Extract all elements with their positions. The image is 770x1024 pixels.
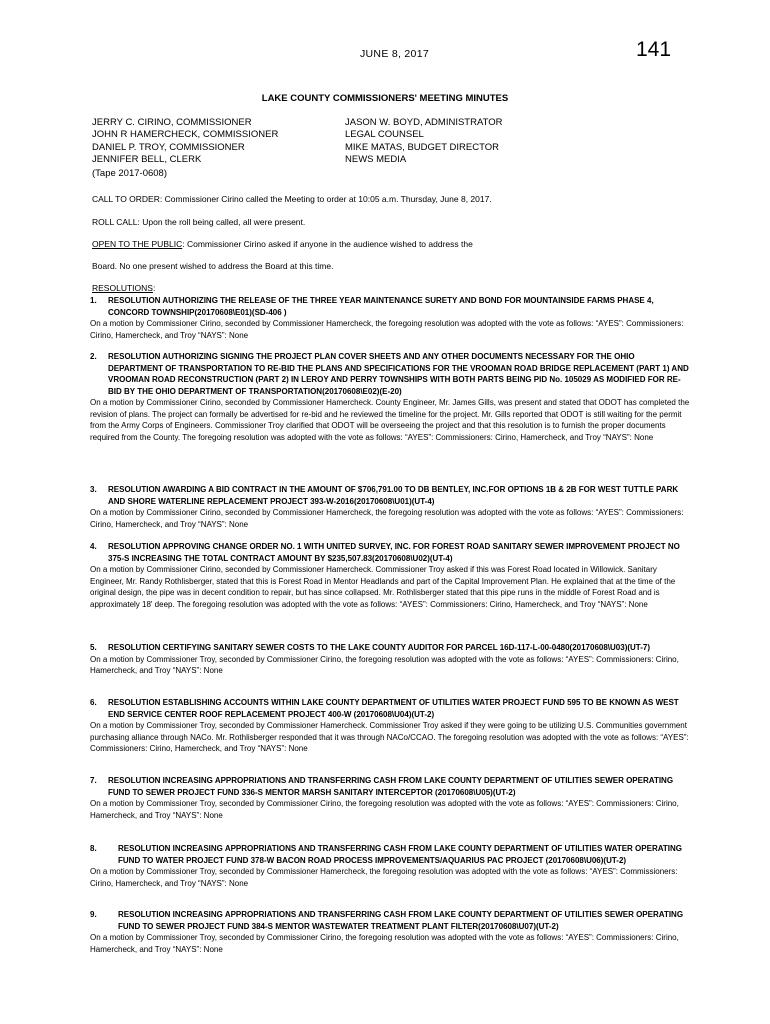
resolution-number: 5. — [90, 643, 97, 652]
resolution-item — [90, 484, 690, 530]
document-title: LAKE COUNTY COMMISSIONERS' MEETING MINUTES — [261, 93, 509, 104]
resolution-number: 7. — [90, 776, 97, 785]
attendee: DANIEL P. TROY, COMMISSIONER — [92, 141, 245, 153]
resolution-item — [90, 351, 690, 443]
call-to-order: CALL TO ORDER: Commissioner Cirino called the Meeting to order at 10:05 a.m. Thursday, June 8, 2017. — [92, 194, 492, 204]
resolution-heading: RESOLUTION INCREASING APPROPRIATIONS AND TRANSFERRING CASH FROM LAKE COUNTY DEPARTMENT OF UTILITIES SEWER OPERATING FUND TO SEWER PROJECT FUND 336-S MENTOR MARSH SANITARY INTERCEPTOR (20170608\U05)(UT-2) — [108, 776, 674, 797]
resolution-body: On a motion by Commissioner Troy, seconded by Commissioner Cirino, the foregoing resolution was adopted with the vote as follows: “AYES”: Commissioners: Cirino, Hamercheck, and Troy “NAYS”: None — [90, 933, 679, 954]
open-to-public-continued: Board. No one present wished to address the Board at this time. — [92, 261, 334, 271]
open-to-public-text: : Commissioner Cirino asked if anyone in the audience wished to address the — [182, 239, 473, 249]
resolution-heading: RESOLUTION AUTHORIZING THE RELEASE OF THE THREE YEAR MAINTENANCE SURETY AND BOND FOR MOUNTAINSIDE FARMS PHASE 4, CONCORD TOWNSHIP(20170608\E01)(SD-406 ) — [108, 296, 654, 317]
resolution-item — [90, 909, 690, 955]
attendee: MIKE MATAS, BUDGET DIRECTOR — [345, 141, 499, 153]
open-to-public — [92, 239, 692, 250]
resolution-body: On a motion by Commissioner Troy, seconded by Commissioner Cirino, the foregoing resolution was adopted with the vote as follows: “AYES”: Commissioners: Cirino, Hamercheck, and Troy “NAYS”: None — [90, 799, 679, 820]
resolution-number: 9. — [90, 910, 97, 919]
resolution-body: On a motion by Commissioner Troy, seconded by Commissioner Hamercheck. Commissioner Troy asked if they were going to be utilizing U.S. Communities government purchasing alliance through NACo. Mr. Rothlisberger responded that it was through NACo/CCAO. The foregoing resolution was adopted with the vote as follows: “AYES”: Commissioners: Cirino, Hamercheck, and Troy “NAYS”: None — [90, 721, 689, 753]
resolution-body: On a motion by Commissioner Troy, seconded by Commissioner Cirino, the foregoing resolution was adopted with the vote as follows: “AYES”: Commissioners: Cirino, Hamercheck, and Troy “NAYS”: None — [90, 654, 679, 675]
resolution-item — [90, 642, 690, 677]
attendees-right — [345, 117, 502, 166]
attendee: JENNIFER BELL, CLERK — [92, 153, 202, 165]
attendee: JOHN R HAMERCHECK, COMMISSIONER — [92, 129, 279, 141]
resolutions-heading: RESOLUTIONS: — [92, 283, 156, 293]
resolution-heading: RESOLUTION APPROVING CHANGE ORDER NO. 1 WITH UNITED SURVEY, INC. FOR FOREST ROAD SANITARY SEWER IMPROVEMENT PROJECT NO 375-S INCREASING THE TOTAL CONTRACT AMOUNT BY $235,507.83(20170608\U02)(UT-4) — [108, 542, 680, 563]
attendees-left — [92, 117, 278, 166]
resolution-item — [90, 295, 690, 341]
resolution-body: On a motion by Commissioner Troy, seconded by Commissioner Hamercheck, the foregoing resolution was adopted with the vote as follows: “AYES”: Commissioners: Cirino, Hamercheck, and Troy “NAYS”: None — [90, 867, 678, 888]
resolution-body: On a motion by Commissioner Cirino, seconded by Commissioner Hamercheck. Commissioner Troy asked if this was Forest Road located in Willowick. Sanitary Engineer, Mr. Randy Rothlisberger, stated that this is Forest Road in Mentor Headlands and part of the Capital Improvement Plan. He explained that at the time of the original design, the pipe was in decent condition to repair, but has since collapsed. Mr. Rothlisberger stated that this pipe runs in the middle of Forest Road and is approximately 18' deep. The foregoing resolution was adopted with the vote as follows: “AYES”: Commissioners: Cirino, Hamercheck, and Troy “NAYS”: None — [90, 565, 676, 609]
resolution-body: On a motion by Commissioner Cirino, seconded by Commissioner Hamercheck, the foregoing resolution was adopted with the vote as follows: “AYES”: Commissioners: Cirino, Hamercheck, and Troy “NAYS”: None — [90, 508, 684, 529]
resolution-number: 3. — [90, 485, 97, 494]
attendee: NEWS MEDIA — [345, 153, 407, 165]
roll-call: ROLL CALL: Upon the roll being called, all were present. — [92, 217, 306, 227]
resolution-number: 8. — [90, 844, 97, 853]
open-to-public-label: OPEN TO THE PUBLIC — [92, 239, 183, 249]
resolution-item — [90, 697, 690, 755]
page-number: 141 — [636, 38, 672, 61]
resolution-heading: RESOLUTION ESTABLISHING ACCOUNTS WITHIN LAKE COUNTY DEPARTMENT OF UTILITIES WATER PROJECT FUND 595 TO BE KNOWN AS WEST END SERVICE CENTER ROOF REPLACEMENT PROJECT 400-W (20170608\U04)(UT-2) — [108, 698, 679, 719]
resolution-heading: RESOLUTION AWARDING A BID CONTRACT IN THE AMOUNT OF $706,791.00 TO DB BENTLEY, INC.FOR OPTIONS 1B & 2B FOR WEST TUTTLE PARK AND SHORE WATERLINE REPLACEMENT PROJECT 393-W-2016(20170608\U01)(UT-4) — [108, 485, 679, 506]
resolution-item — [90, 843, 690, 889]
resolution-heading: RESOLUTION AUTHORIZING SIGNING THE PROJECT PLAN COVER SHEETS AND ANY OTHER DOCUMENTS NECESSARY FOR THE OHIO DEPARTMENT OF TRANSPORTATION TO RE-BID THE PLANS AND SPECIFICATIONS FOR THE VROOMAN ROAD BRIDGE REPLACEMENT (PART 1) AND VROOMAN ROAD RECONSTRUCTION (PART 2) IN LEROY AND PERRY TOWNSHIPS WITH BOTH PARTS BEING PID No. 105029 AS MODIFIED FOR RE-BID BY THE OHIO DEPARTMENT OF TRANSPORTATION(20170608\E02)(E-20) — [108, 352, 689, 396]
tape-number: (Tape 2017-0608) — [92, 168, 167, 179]
resolution-number: 1. — [90, 296, 97, 305]
resolution-number: 2. — [90, 352, 97, 361]
attendee: LEGAL COUNSEL — [345, 129, 424, 141]
resolution-body: On a motion by Commissioner Cirino, seconded by Commissioner Hamercheck, the foregoing resolution was adopted with the vote as follows: “AYES”: Commissioners: Cirino, Hamercheck, and Troy “NAYS”: None — [90, 319, 684, 340]
resolution-number: 4. — [90, 542, 97, 551]
meeting-date: JUNE 8, 2017 — [360, 48, 429, 60]
resolution-heading: RESOLUTION CERTIFYING SANITARY SEWER COSTS TO THE LAKE COUNTY AUDITOR FOR PARCEL 16D-117-L-00-0480(20170608\U03)(UT-7) — [108, 643, 651, 652]
resolution-item — [90, 775, 690, 821]
resolution-item — [90, 541, 690, 610]
resolution-heading: RESOLUTION INCREASING APPROPRIATIONS AND TRANSFERRING CASH FROM LAKE COUNTY DEPARTMENT OF UTILITIES WATER OPERATING FUND TO WATER PROJECT FUND 378-W BACON ROAD PROCESS IMPROVEMENTS/AQUARIUS PAC PROJECT (20170608\U06)(UT-2) — [118, 844, 683, 865]
resolution-heading: RESOLUTION INCREASING APPROPRIATIONS AND TRANSFERRING CASH FROM LAKE COUNTY DEPARTMENT OF UTILITIES SEWER OPERATING FUND TO SEWER PROJECT FUND 384-S MENTOR WASTEWATER TREATMENT PLANT FILTER(20170608\U07)(UT-2) — [118, 910, 684, 931]
resolutions-label: RESOLUTIONS — [92, 283, 153, 293]
attendee: JASON W. BOYD, ADMINISTRATOR — [345, 117, 503, 128]
resolution-body: On a motion by Commissioner Cirino, seconded by Commissioner Hamercheck. County Engineer, Mr. James Gills, was present and stated that ODOT has completed the revision of plans. The project can formally be advertised for re-bid and he reviewed the timeline for the project. Mr. Gills reported that ODOT is still waiting for the permit from the Army Corps of Engineers. Commissioner Troy clarified that ODOT will be overseeing the project and that this resolution is to furnish the proper documents required from the County. The foregoing resolution was adopted with the vote as follows: “AYES”: Commissioners: Cirino, Hamercheck, and Troy “NAYS”: None — [90, 398, 690, 442]
resolution-number: 6. — [90, 698, 97, 707]
attendee: JERRY C. CIRINO, COMMISSIONER — [92, 117, 252, 128]
